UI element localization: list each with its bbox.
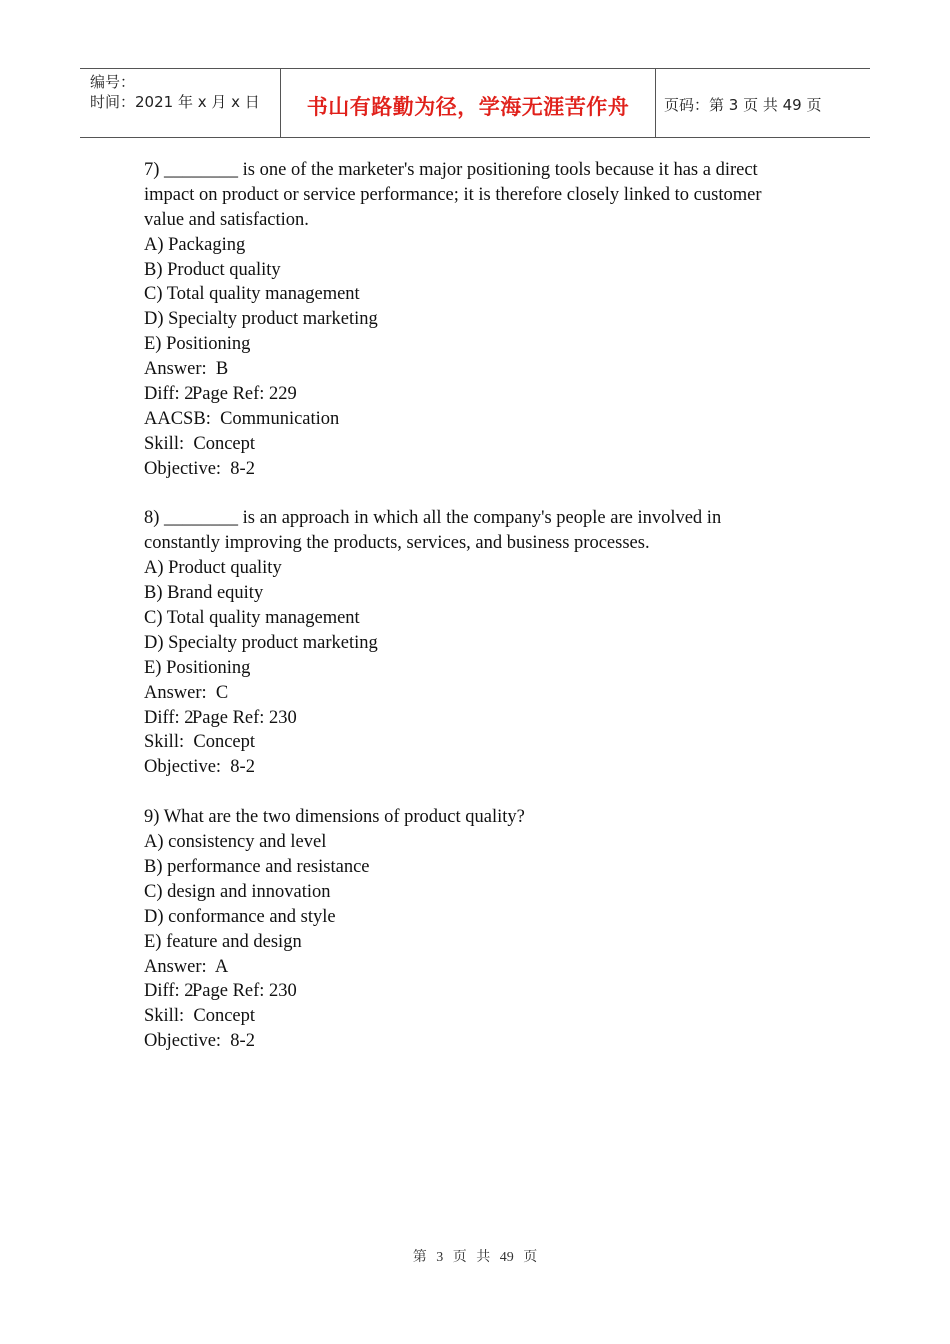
answer-key: Answer: B — [144, 359, 229, 380]
skill-tag: Skill: Concept — [144, 433, 255, 454]
answer-option: B) Product quality — [144, 259, 281, 280]
difficulty-page-ref — [144, 706, 824, 731]
objective-tag: Objective: 8-2 — [144, 1031, 255, 1052]
answer-option: A) Product quality — [144, 558, 282, 579]
skill-tag: Skill: Concept — [144, 732, 255, 753]
question-block — [144, 506, 824, 780]
page-ref: Page Ref: 230 — [192, 707, 297, 728]
answer-option: D) Specialty product marketing — [144, 309, 378, 330]
header-motto-cell — [280, 69, 656, 137]
question-stem-line: value and satisfaction. — [144, 209, 309, 230]
answer-key: Answer: C — [144, 682, 229, 703]
answer-option: E) feature and design — [144, 931, 302, 952]
answer-option: C) design and innovation — [144, 881, 331, 902]
difficulty: Diff: 2 — [144, 707, 194, 728]
skill-tag: Skill: Concept — [144, 1006, 255, 1027]
answer-option: C) Total quality management — [144, 284, 360, 305]
objective-tag: Objective: 8-2 — [144, 458, 255, 479]
aacsb-tag: AACSB: Communication — [144, 408, 340, 429]
answer-option: C) Total quality management — [144, 608, 360, 629]
page-ref: Page Ref: 230 — [192, 981, 297, 1002]
date-line: 时间：2021 年 x 月 x 日 — [90, 93, 260, 111]
answer-option: E) Positioning — [144, 657, 251, 678]
serial-number-label: 编号： — [90, 73, 136, 91]
answer-option: D) conformance and style — [144, 906, 336, 927]
header-page-info: 页码：第 3 页 共 49 页 — [664, 96, 822, 114]
page-ref: Page Ref: 229 — [192, 384, 297, 405]
answer-option: E) Positioning — [144, 334, 251, 355]
header-left-cell — [80, 69, 280, 137]
question-stem-line: 8) ________ is an approach in which all the company's people are involved in — [144, 508, 722, 529]
page-footer: 第 3 页 共 49 页 — [412, 1250, 538, 1265]
difficulty: Diff: 2 — [144, 384, 194, 405]
answer-option: B) Brand equity — [144, 583, 264, 604]
question-stem-line: constantly improving the products, services, and business processes. — [144, 533, 650, 554]
difficulty-page-ref — [144, 979, 824, 1004]
question-stem-line: 7) ________ is one of the marketer's major positioning tools because it has a direct — [144, 160, 758, 180]
spacer — [144, 482, 824, 507]
document-body — [144, 158, 824, 1054]
objective-tag: Objective: 8-2 — [144, 757, 255, 778]
answer-option: A) Packaging — [144, 234, 246, 255]
answer-option: B) performance and resistance — [144, 856, 370, 877]
question-stem-line: impact on product or service performance; it is therefore closely linked to customer — [144, 184, 762, 205]
header-motto: 书山有路勤为径，学海无涯苦作舟 — [306, 95, 630, 119]
answer-option: D) Specialty product marketing — [144, 632, 378, 653]
page-header — [80, 68, 870, 138]
spacer — [144, 780, 824, 805]
question-block — [144, 805, 824, 1054]
answer-option: A) consistency and level — [144, 832, 327, 853]
difficulty-page-ref — [144, 382, 824, 407]
question-stem-line: 9) What are the two dimensions of product quality? — [144, 807, 525, 828]
header-right-cell — [656, 69, 870, 137]
difficulty: Diff: 2 — [144, 981, 194, 1002]
question-block — [144, 158, 824, 482]
answer-key: Answer: A — [144, 956, 229, 977]
